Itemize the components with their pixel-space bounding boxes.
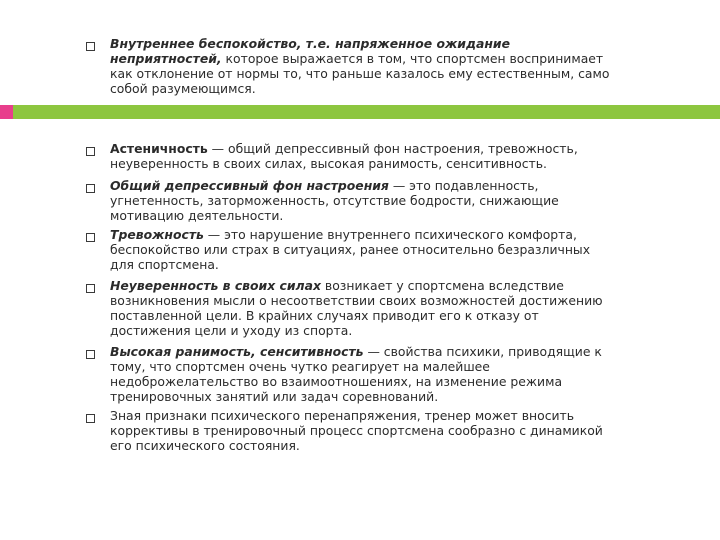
hollow-square-bullet-icon — [86, 350, 95, 359]
item-emphasis: Тревожность — [110, 227, 204, 242]
hollow-square-bullet-icon — [86, 147, 95, 156]
item-emphasis: Внутреннее беспокойство, т.е. напряженное ожидание неприятностей, — [110, 36, 511, 66]
item-text: которое выражается в том, что спортсмен воспринимает как отклонение от нормы то, что раньше казалось ему естественным, само собой разумеющимся. — [110, 51, 610, 96]
hollow-square-bullet-icon — [86, 233, 95, 242]
item-emphasis: Общий депрессивный фон настроения — [110, 178, 389, 193]
list-item — [110, 408, 610, 453]
hollow-square-bullet-icon — [86, 414, 95, 423]
item-text: — это подавленность, угнетенность, заторможенность, отсутствие бодрости, снижающие мотивацию деятельности. — [110, 178, 559, 223]
list-item — [110, 227, 610, 272]
item-emphasis: Астеничность — [110, 141, 208, 156]
item-text: возникает у спортсмена вследствие возникновения мысли о несоответствии своих возможностей достижению поставленной цели. В крайних случаях приводит его к отказу от достижения цели и уходу из спорта. — [110, 278, 603, 338]
list-item — [110, 178, 610, 223]
hollow-square-bullet-icon — [86, 184, 95, 193]
item-emphasis: Неуверенность в своих силах — [110, 278, 321, 293]
item-emphasis: Высокая ранимость, сенситивность — [110, 344, 364, 359]
list-item — [110, 278, 610, 338]
hollow-square-bullet-icon — [86, 284, 95, 293]
hollow-square-bullet-icon — [86, 42, 95, 51]
divider-accent-green — [13, 105, 720, 119]
item-text: — это нарушение внутреннего психического комфорта, беспокойство или страх в ситуациях, ранее относительно безразличных для спортсмена. — [110, 227, 591, 272]
list-item — [110, 141, 610, 171]
divider-accent-pink — [0, 105, 13, 119]
item-text: — свойства психики, приводящие к тому, что спортсмен очень чутко реагирует на малейшее недоброжелательство во взаимоотношениях, на изменение режима тренировочных занятий или задач соревнований. — [110, 344, 602, 404]
item-text: Зная признаки психического перенапряжения, тренер может вносить коррективы в тренировочный процесс спортсмена сообразно с динамикой его психического состояния. — [110, 408, 603, 453]
list-item — [110, 36, 610, 96]
item-text: — общий депрессивный фон настроения, тревожность, неуверенность в своих силах, высокая ранимость, сенситивность. — [110, 141, 578, 171]
list-item — [110, 344, 610, 404]
